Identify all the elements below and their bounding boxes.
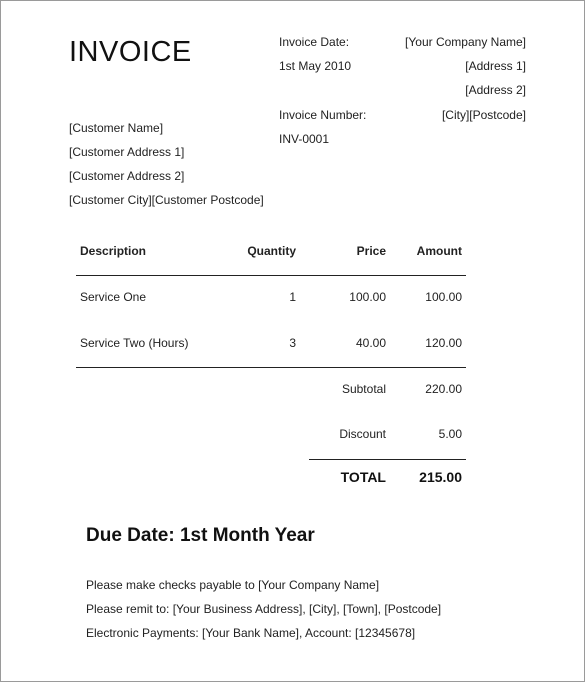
header-description: Description xyxy=(80,244,147,258)
subtotal-label: Subtotal xyxy=(341,382,386,396)
row-description: Service One xyxy=(80,290,147,304)
due-date: Due Date: 1st Month Year xyxy=(86,525,315,546)
customer-address-2: [Customer Address 2] xyxy=(69,169,185,183)
customer-address-1: [Customer Address 1] xyxy=(69,145,185,159)
row-quantity: 3 xyxy=(289,336,296,350)
customer-name: [Customer Name] xyxy=(69,121,164,135)
invoice-title: INVOICE xyxy=(69,36,192,68)
invoice-number-value: INV-0001 xyxy=(279,132,330,146)
total-label: TOTAL xyxy=(340,469,386,485)
row-description: Service Two (Hours) xyxy=(80,336,189,350)
payment-instruction-electronic: Electronic Payments: [Your Bank Name], Account: [12345678] xyxy=(86,626,416,640)
discount-label: Discount xyxy=(339,427,386,441)
payment-instruction-remit: Please remit to: [Your Business Address], [City], [Town], [Postcode] xyxy=(86,602,442,616)
company-name: [Your Company Name] xyxy=(405,35,526,49)
discount-value: 5.00 xyxy=(438,427,462,441)
row-price: 40.00 xyxy=(355,336,386,350)
invoice-date-value: 1st May 2010 xyxy=(279,59,352,73)
row-amount: 100.00 xyxy=(425,290,462,304)
total-divider xyxy=(309,459,466,460)
header-amount: Amount xyxy=(416,244,462,258)
company-address-2: [Address 2] xyxy=(465,83,526,97)
header-price: Price xyxy=(356,244,386,258)
row-amount: 120.00 xyxy=(425,336,462,350)
invoice-number-label: Invoice Number: xyxy=(279,108,367,122)
row-price: 100.00 xyxy=(349,290,386,304)
table-header-divider xyxy=(76,275,466,276)
header-quantity: Quantity xyxy=(247,244,296,258)
table-rows-divider xyxy=(76,367,466,368)
subtotal-value: 220.00 xyxy=(425,382,462,396)
invoice-date-label: Invoice Date: xyxy=(279,35,350,49)
row-quantity: 1 xyxy=(289,290,296,304)
company-address-1: [Address 1] xyxy=(465,59,526,73)
payment-instruction-checks: Please make checks payable to [Your Company Name] xyxy=(86,578,380,592)
company-city-postcode: [City][Postcode] xyxy=(441,108,526,122)
total-value: 215.00 xyxy=(419,469,462,485)
customer-city-postcode: [Customer City][Customer Postcode] xyxy=(69,193,264,207)
